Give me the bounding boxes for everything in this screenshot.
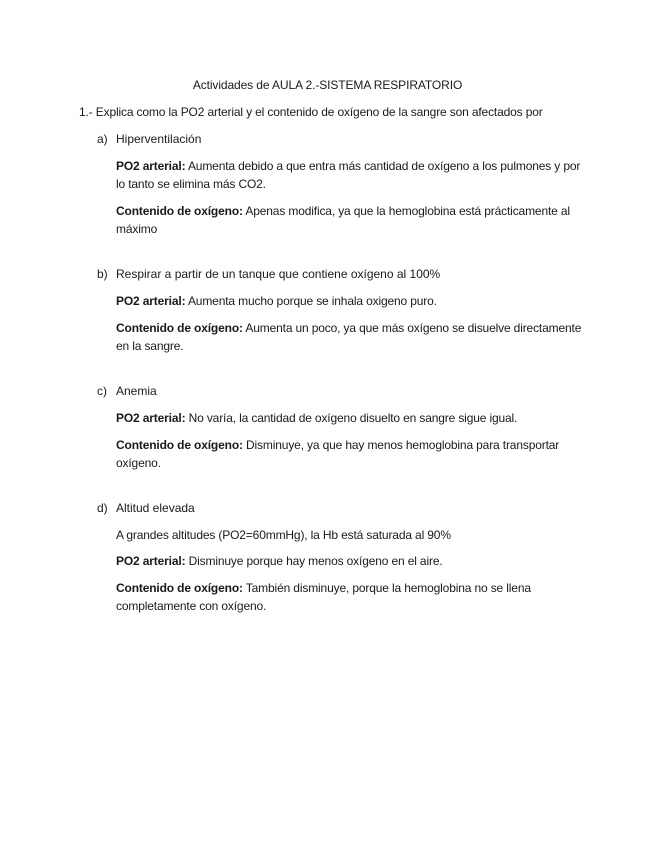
content-label: Contenido de oxígeno: (116, 438, 243, 452)
section-b-letter: b) (97, 267, 108, 281)
po2-label: PO2 arterial: (116, 294, 186, 308)
section-d-po2 (116, 552, 586, 570)
section-d-letter: d) (97, 501, 108, 515)
question-1: 1.- Explica como la PO2 arterial y el contenido de oxígeno de la sangre son afectados por (79, 105, 543, 119)
section-c-content (116, 436, 586, 472)
section-b-heading (97, 265, 440, 283)
section-c-title: Anemia (116, 384, 157, 398)
content-text: También disminuye, porque la hemoglobina no se llena completamente con oxígeno. (116, 581, 531, 613)
po2-text: No varía, la cantidad de oxígeno disuelto en sangre sigue igual. (185, 411, 518, 425)
section-d-heading (97, 499, 195, 517)
content-text: Disminuye, ya que hay menos hemoglobina para transportar oxígeno. (116, 438, 560, 470)
po2-label: PO2 arterial: (116, 554, 186, 568)
section-c-heading (97, 382, 157, 400)
po2-label: PO2 arterial: (116, 159, 186, 173)
content-label: Contenido de oxígeno: (116, 204, 243, 218)
content-text: Apenas modifica, ya que la hemoglobina está prácticamente al máximo (116, 204, 570, 236)
po2-text: Aumenta mucho porque se inhala oxigeno puro. (185, 294, 437, 308)
content-label: Contenido de oxígeno: (116, 321, 243, 335)
po2-text: Disminuye porque hay menos oxígeno en el aire. (185, 554, 443, 568)
document-title: Actividades de AULA 2.-SISTEMA RESPIRATORIO (192, 78, 463, 92)
section-a-heading (97, 130, 201, 148)
section-d-title: Altitud elevada (116, 501, 195, 515)
content-label: Contenido de oxígeno: (116, 581, 243, 595)
section-d-content (116, 579, 586, 615)
section-b-title: Respirar a partir de un tanque que contiene oxígeno al 100% (116, 267, 441, 281)
section-a-po2 (116, 157, 586, 193)
po2-text: Aumenta debido a que entra más cantidad de oxígeno a los pulmones y por lo tanto se elimina más CO2. (116, 159, 581, 191)
section-c-po2 (116, 409, 586, 427)
section-b-content (116, 319, 586, 355)
section-a-title: Hiperventilación (116, 132, 202, 146)
content-text: Aumenta un poco, ya que más oxígeno se disuelve directamente en la sangre. (116, 321, 582, 353)
po2-label: PO2 arterial: (116, 411, 186, 425)
section-a-content (116, 202, 586, 238)
section-c-letter: c) (97, 384, 107, 398)
section-d-intro: A grandes altitudes (PO2=60mmHg), la Hb está saturada al 90% (116, 528, 451, 542)
section-a-letter: a) (97, 132, 108, 146)
section-b-po2 (116, 292, 586, 310)
